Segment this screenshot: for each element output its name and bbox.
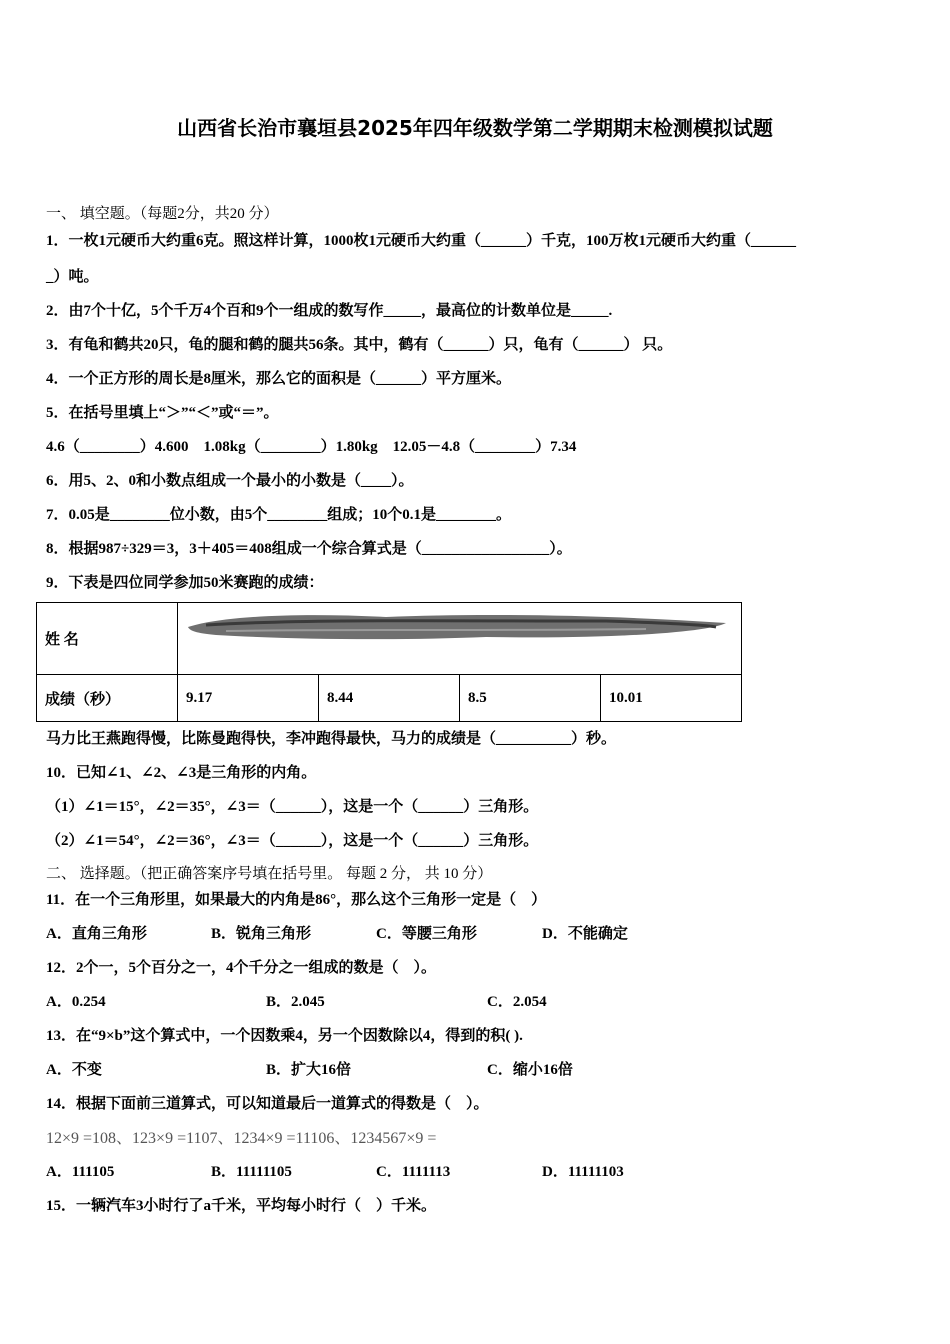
page-title: 山西省长治市襄垣县2025年四年级数学第二学期期末检测模拟试题 xyxy=(177,116,773,140)
q14-option-b: B．11111105 xyxy=(211,1164,292,1180)
section-heading-multiple-choice: 二、 选择题。（把正确答案序号填在括号里。 每题 2 分， 共 10 分） xyxy=(46,866,493,882)
q12-option-b: B．2.045 xyxy=(266,994,325,1010)
q11-option-b: B．锐角三角形 xyxy=(211,926,312,942)
question-10-part-1: （1）∠1＝15°，∠2＝35°，∠3＝（______），这是一个（______）三角形。 xyxy=(46,799,539,815)
q13-option-c: C．缩小16倍 xyxy=(487,1062,573,1078)
question-5-comparisons: 4.6（________）4.600 1.08kg（________）1.80kg 12.05－4.8（________）7.34 xyxy=(46,439,577,455)
question-5: 5．在括号里填上“＞”“＜”或“＝”。 xyxy=(46,405,279,421)
question-12: 12．2个一，5个百分之一，4个千分之一组成的数是（ ）。 xyxy=(46,960,437,976)
score-header-cell: 成绩（秒） xyxy=(37,675,178,722)
question-1: 1．一枚1元硬币大约重6克。照这样计算，1000枚1元硬币大约重（______）千克，100万枚1元硬币大约重（______ xyxy=(46,233,797,249)
q14-option-c: C．1111113 xyxy=(376,1164,451,1180)
race-results-table xyxy=(36,602,742,722)
question-1-continued: _）吨。 xyxy=(46,269,99,285)
name-header-cell: 姓 名 xyxy=(37,603,178,675)
question-13: 13．在“9×b”这个算式中，一个因数乘4，另一个因数除以4，得到的积( ). xyxy=(46,1028,523,1044)
question-9: 9．下表是四位同学参加50米赛跑的成绩： xyxy=(46,575,324,591)
score-cell: 10.01 xyxy=(601,675,742,722)
redaction-scribble xyxy=(186,609,730,643)
question-4: 4．一个正方形的周长是8厘米，那么它的面积是（______）平方厘米。 xyxy=(46,371,512,387)
q13-option-b: B．扩大16倍 xyxy=(266,1062,352,1078)
question-9-prompt: 马力比王燕跑得慢，比陈曼跑得快，李冲跑得最快，马力的成绩是（__________）秒。 xyxy=(46,731,617,747)
question-3: 3．有龟和鹤共20只，龟的腿和鹤的腿共56条。其中，鹤有（______）只，龟有（______） 只。 xyxy=(46,337,673,353)
q14-option-a: A．111105 xyxy=(46,1164,115,1180)
q12-option-a: A．0.254 xyxy=(46,994,106,1010)
section-heading-fill-blank: 一、 填空题。（每题2分，共20 分） xyxy=(46,206,279,222)
score-cell: 8.5 xyxy=(460,675,601,722)
redacted-names-cell xyxy=(178,603,742,675)
question-2: 2．由7个十亿，5个千万4个百和9个一组成的数写作_____，最高位的计数单位是_____. xyxy=(46,303,613,319)
question-14-equations: 12×9 =108、123×9 =1107、1234×9 =11106、1234567×9 = xyxy=(46,1130,437,1147)
question-6: 6．用5、2、0和小数点组成一个最小的小数是（____）。 xyxy=(46,473,414,489)
question-10-part-2: （2）∠1＝54°，∠2＝36°，∠3＝（______），这是一个（______）三角形。 xyxy=(46,833,539,849)
q11-option-a: A．直角三角形 xyxy=(46,926,147,942)
question-8: 8．根据987÷329＝3，3＋405＝408组成一个综合算式是（_________________）。 xyxy=(46,541,572,557)
q14-option-d: D．11111103 xyxy=(542,1164,624,1180)
table-row-names xyxy=(37,603,742,675)
question-14: 14．根据下面前三道算式，可以知道最后一道算式的得数是（ ）。 xyxy=(46,1096,489,1112)
table-row-scores xyxy=(37,675,742,722)
question-7: 7．0.05是________位小数，由5个________组成；10个0.1是________。 xyxy=(46,507,512,523)
question-10: 10．已知∠1、∠2、∠3是三角形的内角。 xyxy=(46,765,317,781)
q11-option-d: D．不能确定 xyxy=(542,926,628,942)
question-15: 15．一辆汽车3小时行了a千米，平均每小时行（ ）千米。 xyxy=(46,1198,437,1214)
question-11: 11．在一个三角形里，如果最大的内角是86°，那么这个三角形一定是（ ） xyxy=(46,892,547,908)
q12-option-c: C．2.054 xyxy=(487,994,547,1010)
score-cell: 8.44 xyxy=(319,675,460,722)
score-cell: 9.17 xyxy=(178,675,319,722)
q11-option-c: C．等腰三角形 xyxy=(376,926,477,942)
q13-option-a: A．不变 xyxy=(46,1062,102,1078)
